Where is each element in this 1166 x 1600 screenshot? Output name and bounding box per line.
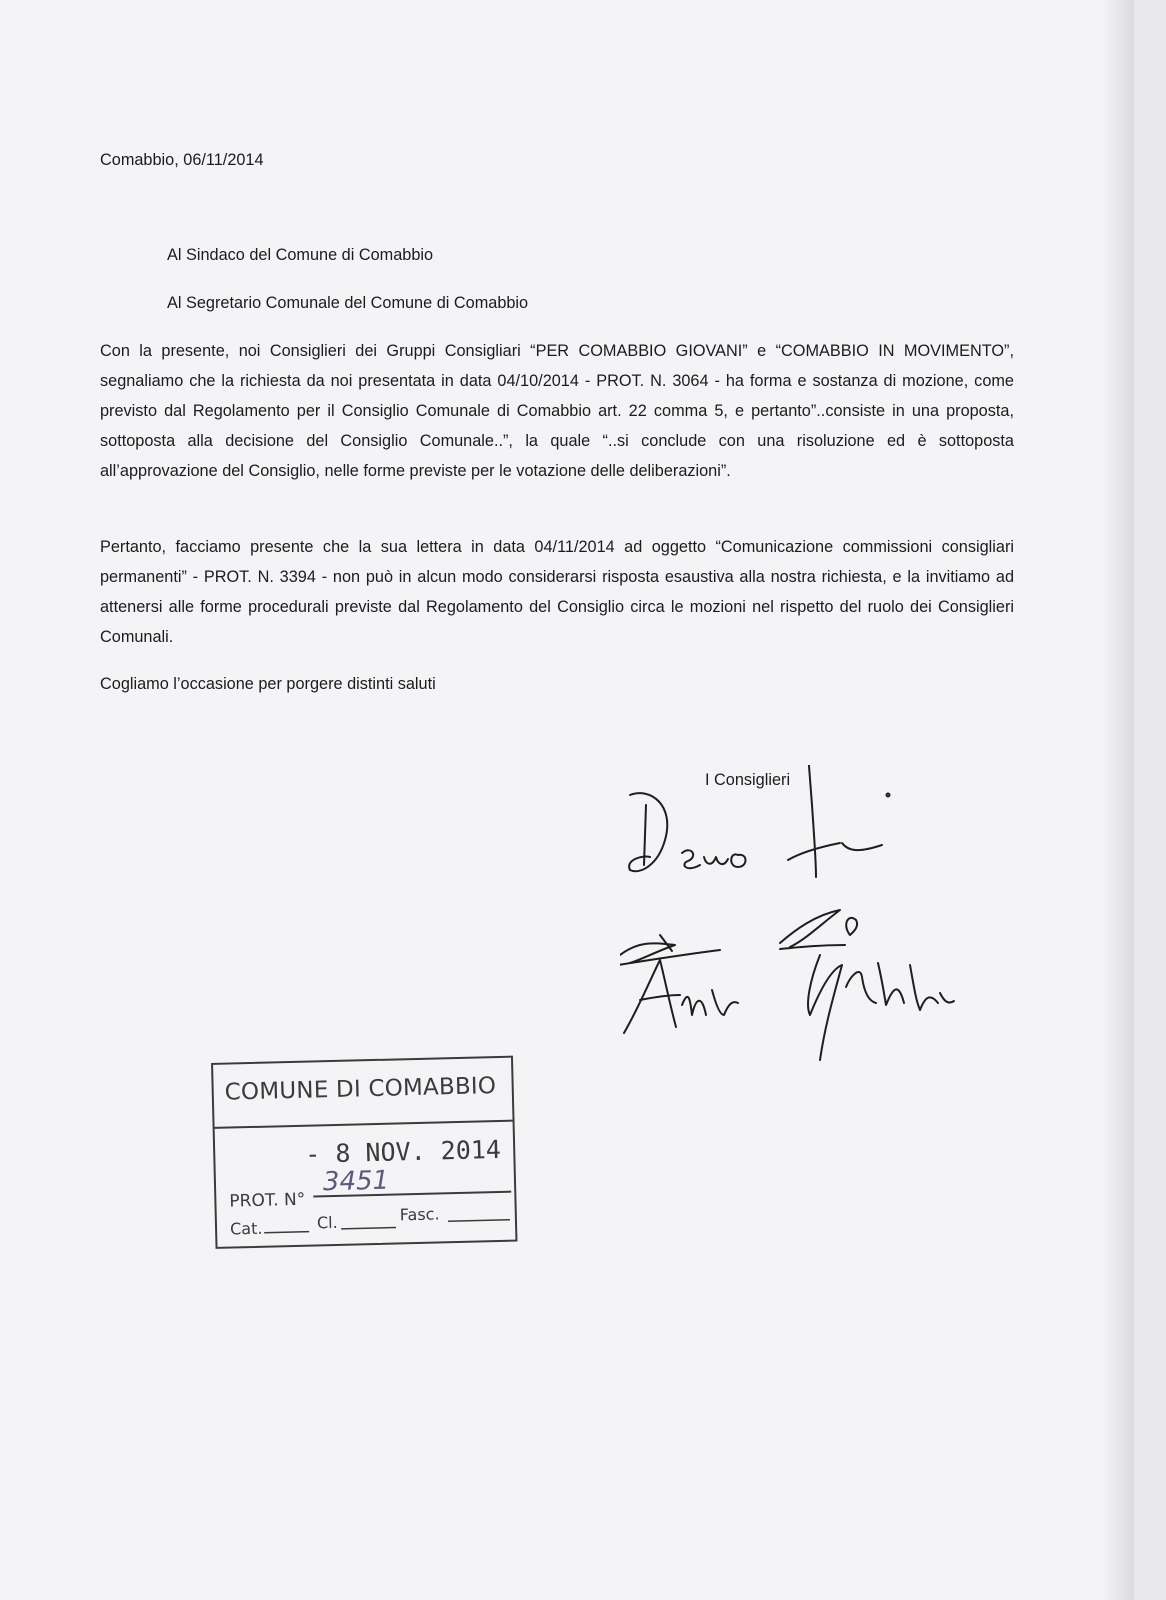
letter-closing: Cogliamo l’occasione per porgere distinti saluti xyxy=(100,675,436,693)
recipient-secretary: Al Segretario Comunale del Comune di Comabbio xyxy=(167,294,529,312)
stamp-cat-label: Cat. xyxy=(229,1218,263,1239)
stamp-fasc-label: Fasc. xyxy=(399,1204,440,1225)
letter-date: Comabbio, 06/11/2014 xyxy=(100,151,264,169)
letter-paragraph: Pertanto, facciamo presente che la sua lettera in data 04/11/2014 ad oggetto “Comunicazione commissioni consigliari permanenti” - PROT. N. 3394 - non può in alcun modo considerarsi risposta esaustiva alla nostra richiesta, e la invitiamo ad attenersi alle forme procedurali previste dal Regolamento del Consiglio circa le mozioni nel rispetto del ruolo dei Consiglieri Comunali. xyxy=(100,538,1014,646)
stamp-protocol-number: 3451 xyxy=(322,1165,390,1198)
recipient-mayor: Al Sindaco del Comune di Comabbio xyxy=(167,246,434,264)
stamp-cl-label: Cl. xyxy=(316,1212,338,1233)
stamp-title: COMUNE DI COMABBIO xyxy=(224,1073,497,1106)
stamp-protocol-label: PROT. N° xyxy=(229,1189,306,1212)
stamp-date: - 8 NOV. 2014 xyxy=(304,1134,502,1169)
page-edge-shadow xyxy=(1102,0,1134,1600)
letter-paragraph: Con la presente, noi Consiglieri dei Gruppi Consigliari “PER COMABBIO GIOVANI” e “COMABBIO IN MOVIMENTO”, segnaliamo che la richiesta da noi presentata in data 04/10/2014 - PROT. N. 3064 - ha forma e sostanza di mozione, come previsto dal Regolamento per il Consiglio Comunale di Comabbio art. 22 comma 5, e pertanto”..consiste in una proposta, sottoposta alla decisione del Consiglio Comunale..”, la quale “..si conclude con una risoluzione ed è sottoposta all’approvazione del Consiglio, nelle forme previste per le votazione delle deliberazioni”. xyxy=(100,342,1014,480)
signer-label: I Consiglieri xyxy=(705,771,791,789)
protocol-stamp xyxy=(210,1055,520,1252)
handwritten-signatures xyxy=(620,765,980,1085)
